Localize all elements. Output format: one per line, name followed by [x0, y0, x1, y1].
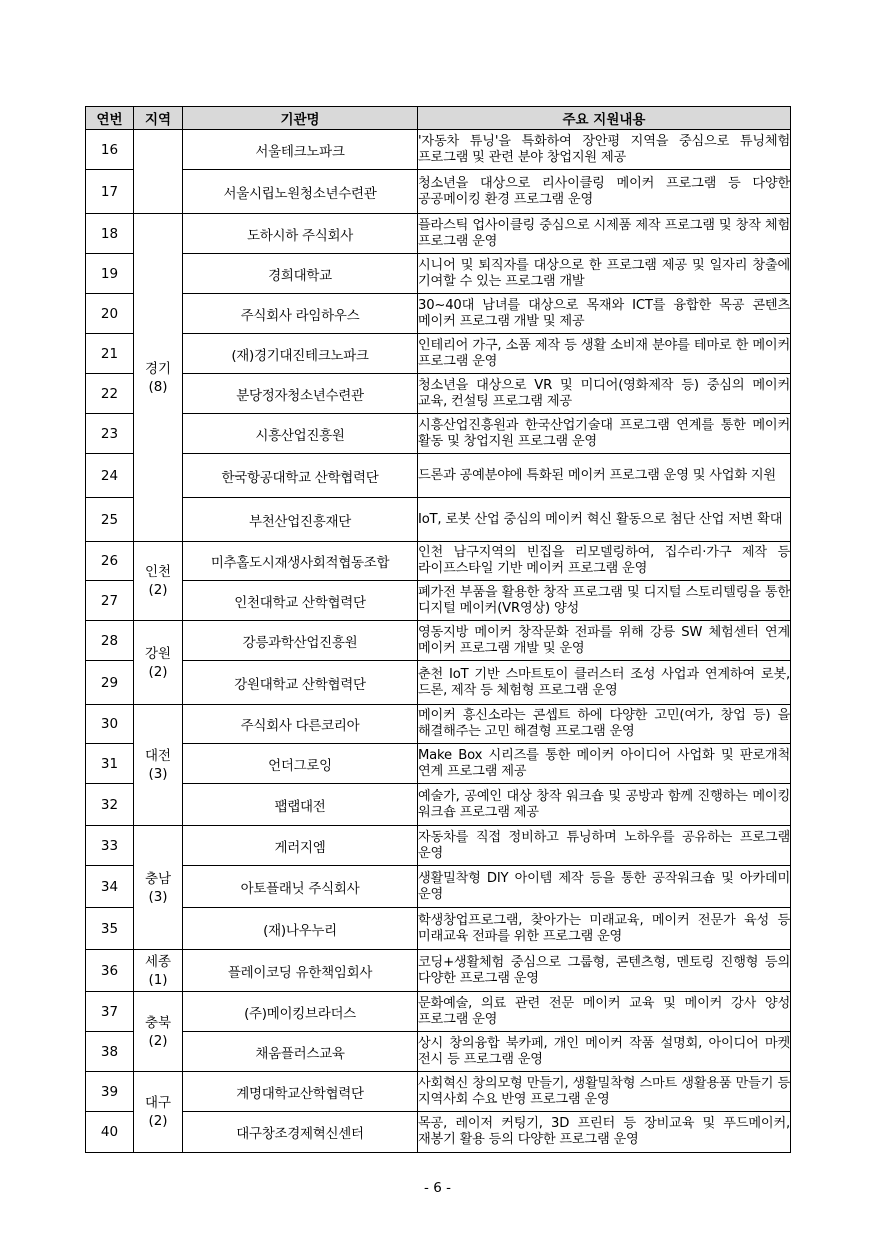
row-no: 27: [86, 581, 134, 621]
row-org: 플레이코딩 유한책임회사: [183, 950, 418, 992]
row-no: 21: [86, 334, 134, 374]
row-no: 18: [86, 214, 134, 254]
row-no: 19: [86, 254, 134, 294]
table-row: [86, 498, 791, 542]
region-count: (2): [148, 1032, 168, 1049]
row-no: 32: [86, 784, 134, 826]
table-row: [86, 950, 791, 992]
row-org: 게러지엠: [183, 826, 418, 866]
row-org: 시흥산업진흥원: [183, 414, 418, 454]
table-row: [86, 542, 791, 581]
row-org: 부천산업진흥재단: [183, 498, 418, 542]
region-cell: [134, 621, 183, 705]
row-content: 코딩+생활체험 중심으로 그룹형, 콘텐츠형, 멘토링 진행형 등의 다양한 프로그램 운영: [418, 950, 791, 992]
region-name: 경기: [144, 360, 172, 377]
row-no: 22: [86, 374, 134, 414]
table-row: [86, 784, 791, 826]
row-org: (재)나우누리: [183, 908, 418, 950]
region-count: (8): [148, 378, 168, 395]
row-no: 25: [86, 498, 134, 542]
row-no: 34: [86, 866, 134, 908]
row-org: 서울테크노파크: [183, 130, 418, 170]
region-name: 대구: [144, 1095, 172, 1111]
table-row: [86, 581, 791, 621]
row-content: 목공, 레이저 커팅기, 3D 프린터 등 장비교육 및 푸드메이커, 재봉기 활용 등의 다양한 프로그램 운영: [418, 1112, 791, 1153]
row-content: 인천 남구지역의 빈집을 리모델링하여, 집수리·가구 제작 등 라이프스타일 기반 메이커 프로그램 운영: [418, 542, 791, 581]
row-org: 채움플러스교육: [183, 1032, 418, 1072]
row-content: 자동차를 직접 정비하고 튜닝하며 노하우를 공유하는 프로그램 운영: [418, 826, 791, 866]
table-row: [86, 705, 791, 744]
row-org: 주식회사 라임하우스: [183, 294, 418, 334]
row-no: 39: [86, 1072, 134, 1112]
row-no: 23: [86, 414, 134, 454]
row-org: 도하시하 주식회사: [183, 214, 418, 254]
region-cell: [134, 542, 183, 621]
row-content: 드론과 공예분야에 특화된 메이커 프로그램 운영 및 사업화 지원: [418, 454, 791, 498]
row-content: 인테리어 가구, 소품 제작 등 생활 소비재 분야를 테마로 한 메이커 프로그램 운영: [418, 334, 791, 374]
table-row: [86, 1072, 791, 1112]
row-org: 한국항공대학교 산학협력단: [183, 454, 418, 498]
row-org: 서울시립노원청소년수련관: [183, 170, 418, 214]
region-cell-seoul: [134, 130, 183, 214]
row-org: 경희대학교: [183, 254, 418, 294]
row-content: 플라스틱 업사이클링 중심으로 시제품 제작 프로그램 및 창작 체험 프로그램 운영: [418, 214, 791, 254]
row-no: 33: [86, 826, 134, 866]
row-content: 시흥산업진흥원과 한국산업기술대 프로그램 연계를 통한 메이커 활동 및 창업지원 프로그램 운영: [418, 414, 791, 454]
row-content: 상시 창의융합 북카페, 개인 메이커 작품 설명회, 아이디어 마켓 전시 등 프로그램 운영: [418, 1032, 791, 1072]
row-no: 20: [86, 294, 134, 334]
row-content: Make Box 시리즈를 통한 메이커 아이디어 사업화 및 판로개척 연계 프로그램 제공: [418, 744, 791, 784]
table-row: [86, 1112, 791, 1153]
region-cell: [134, 826, 183, 950]
region-count: (2): [148, 663, 168, 680]
row-content: 학생창업프로그램, 찾아가는 미래교육, 메이커 전문가 육성 등 미래교육 전파를 위한 프로그램 운영: [418, 908, 791, 950]
row-org: 미추홀도시재생사회적협동조합: [183, 542, 418, 581]
region-name: 강원: [144, 645, 172, 662]
table-row: [86, 866, 791, 908]
table-row: [86, 130, 791, 170]
support-table: [85, 106, 791, 1153]
table-row: [86, 992, 791, 1032]
region-name: 충남: [144, 870, 172, 887]
table-row: [86, 1032, 791, 1072]
row-content: 사회혁신 창의모형 만들기, 생활밀착형 스마트 생활용품 만들기 등 지역사회 수요 반영 프로그램 운영: [418, 1072, 791, 1112]
row-org: 주식회사 다른코리아: [183, 705, 418, 744]
region-name: 충북: [144, 1014, 172, 1031]
region-count: (3): [148, 888, 168, 905]
row-org: (주)메이킹브라더스: [183, 992, 418, 1032]
region-name: 대전: [144, 748, 172, 764]
region-cell: [134, 950, 183, 992]
row-content: 영동지방 메이커 창작문화 전파를 위해 강릉 SW 체험센터 연계 메이커 프로그램 개발 및 운영: [418, 621, 791, 661]
table-row: [86, 621, 791, 661]
row-no: 40: [86, 1112, 134, 1153]
row-no: 38: [86, 1032, 134, 1072]
table-row: [86, 908, 791, 950]
header-region: 지역: [134, 107, 183, 130]
region-count: (1): [148, 971, 168, 988]
row-content: 30~40대 남녀를 대상으로 목재와 ICT를 융합한 목공 콘텐츠 메이커 프로그램 개발 및 제공: [418, 294, 791, 334]
row-no: 17: [86, 170, 134, 214]
row-content: 문화예술, 의료 관련 전문 메이커 교육 및 메이커 강사 양성 프로그램 운영: [418, 992, 791, 1032]
table-row: [86, 254, 791, 294]
table-row: [86, 454, 791, 498]
table-row: [86, 414, 791, 454]
row-no: 16: [86, 130, 134, 170]
region-count: (2): [148, 1113, 168, 1129]
row-content: 청소년을 대상으로 VR 및 미디어(영화제작 등) 중심의 메이커 교육, 컨설팅 프로그램 제공: [418, 374, 791, 414]
region-cell: [134, 992, 183, 1072]
row-org: 대구창조경제혁신센터: [183, 1112, 418, 1153]
row-content: 생활밀착형 DIY 아이템 제작 등을 통한 공작워크숍 및 아카데미 운영: [418, 866, 791, 908]
row-content: 청소년을 대상으로 리사이클링 메이커 프로그램 등 다양한 공공메이킹 환경 프로그램 운영: [418, 170, 791, 214]
region-count: (2): [148, 582, 168, 598]
row-no: 29: [86, 661, 134, 705]
row-no: 35: [86, 908, 134, 950]
header-no: 연번: [86, 107, 134, 130]
row-content: 시니어 및 퇴직자를 대상으로 한 프로그램 제공 및 일자리 창출에 기여할 수 있는 프로그램 개발: [418, 254, 791, 294]
table-row: [86, 294, 791, 334]
row-org: (재)경기대진테크노파크: [183, 334, 418, 374]
row-no: 24: [86, 454, 134, 498]
region-cell: [134, 1072, 183, 1153]
page-number: - 6 -: [424, 1180, 451, 1196]
table-row: [86, 744, 791, 784]
row-no: 30: [86, 705, 134, 744]
row-no: 36: [86, 950, 134, 992]
row-org: 아토플래닛 주식회사: [183, 866, 418, 908]
region-name: 세종: [144, 953, 172, 970]
row-content: IoT, 로봇 산업 중심의 메이커 혁신 활동으로 첨단 산업 저변 확대: [418, 498, 791, 542]
row-content: 춘천 IoT 기반 스마트토이 클러스터 조성 사업과 연계하여 로봇, 드론, 제작 등 체험형 프로그램 운영: [418, 661, 791, 705]
row-org: 강원대학교 산학협력단: [183, 661, 418, 705]
region-cell: [134, 705, 183, 826]
row-content: '자동차 튜닝'을 특화하여 장안평 지역을 중심으로 튜닝체험 프로그램 및 관련 분야 창업지원 제공: [418, 130, 791, 170]
table-row: [86, 661, 791, 705]
table-header-row: [86, 107, 791, 130]
table-row: [86, 214, 791, 254]
row-org: 인천대학교 산학협력단: [183, 581, 418, 621]
region-cell: [134, 214, 183, 542]
row-org: 팹랩대전: [183, 784, 418, 826]
table-row: [86, 334, 791, 374]
region-count: (3): [148, 766, 168, 782]
region-name: 인천: [144, 564, 172, 580]
row-org: 분당정자청소년수련관: [183, 374, 418, 414]
header-org: 기관명: [183, 107, 418, 130]
row-no: 26: [86, 542, 134, 581]
row-no: 31: [86, 744, 134, 784]
row-org: 언더그로잉: [183, 744, 418, 784]
row-org: 강릉과학산업진흥원: [183, 621, 418, 661]
header-content: 주요 지원내용: [418, 107, 791, 130]
row-content: 메이커 흥신소라는 콘셉트 하에 다양한 고민(여가, 창업 등) 을 해결해주는 고민 해결형 프로그램 운영: [418, 705, 791, 744]
row-content: 예술가, 공예인 대상 창작 워크숍 및 공방과 함께 진행하는 메이킹 워크숍 프로그램 제공: [418, 784, 791, 826]
table-row: [86, 170, 791, 214]
row-org: 계명대학교산학협력단: [183, 1072, 418, 1112]
row-no: 37: [86, 992, 134, 1032]
row-content: 폐가전 부품을 활용한 창작 프로그램 및 디지털 스토리텔링을 통한 디지털 메이커(VR영상) 양성: [418, 581, 791, 621]
row-no: 28: [86, 621, 134, 661]
table-row: [86, 374, 791, 414]
table-row: [86, 826, 791, 866]
